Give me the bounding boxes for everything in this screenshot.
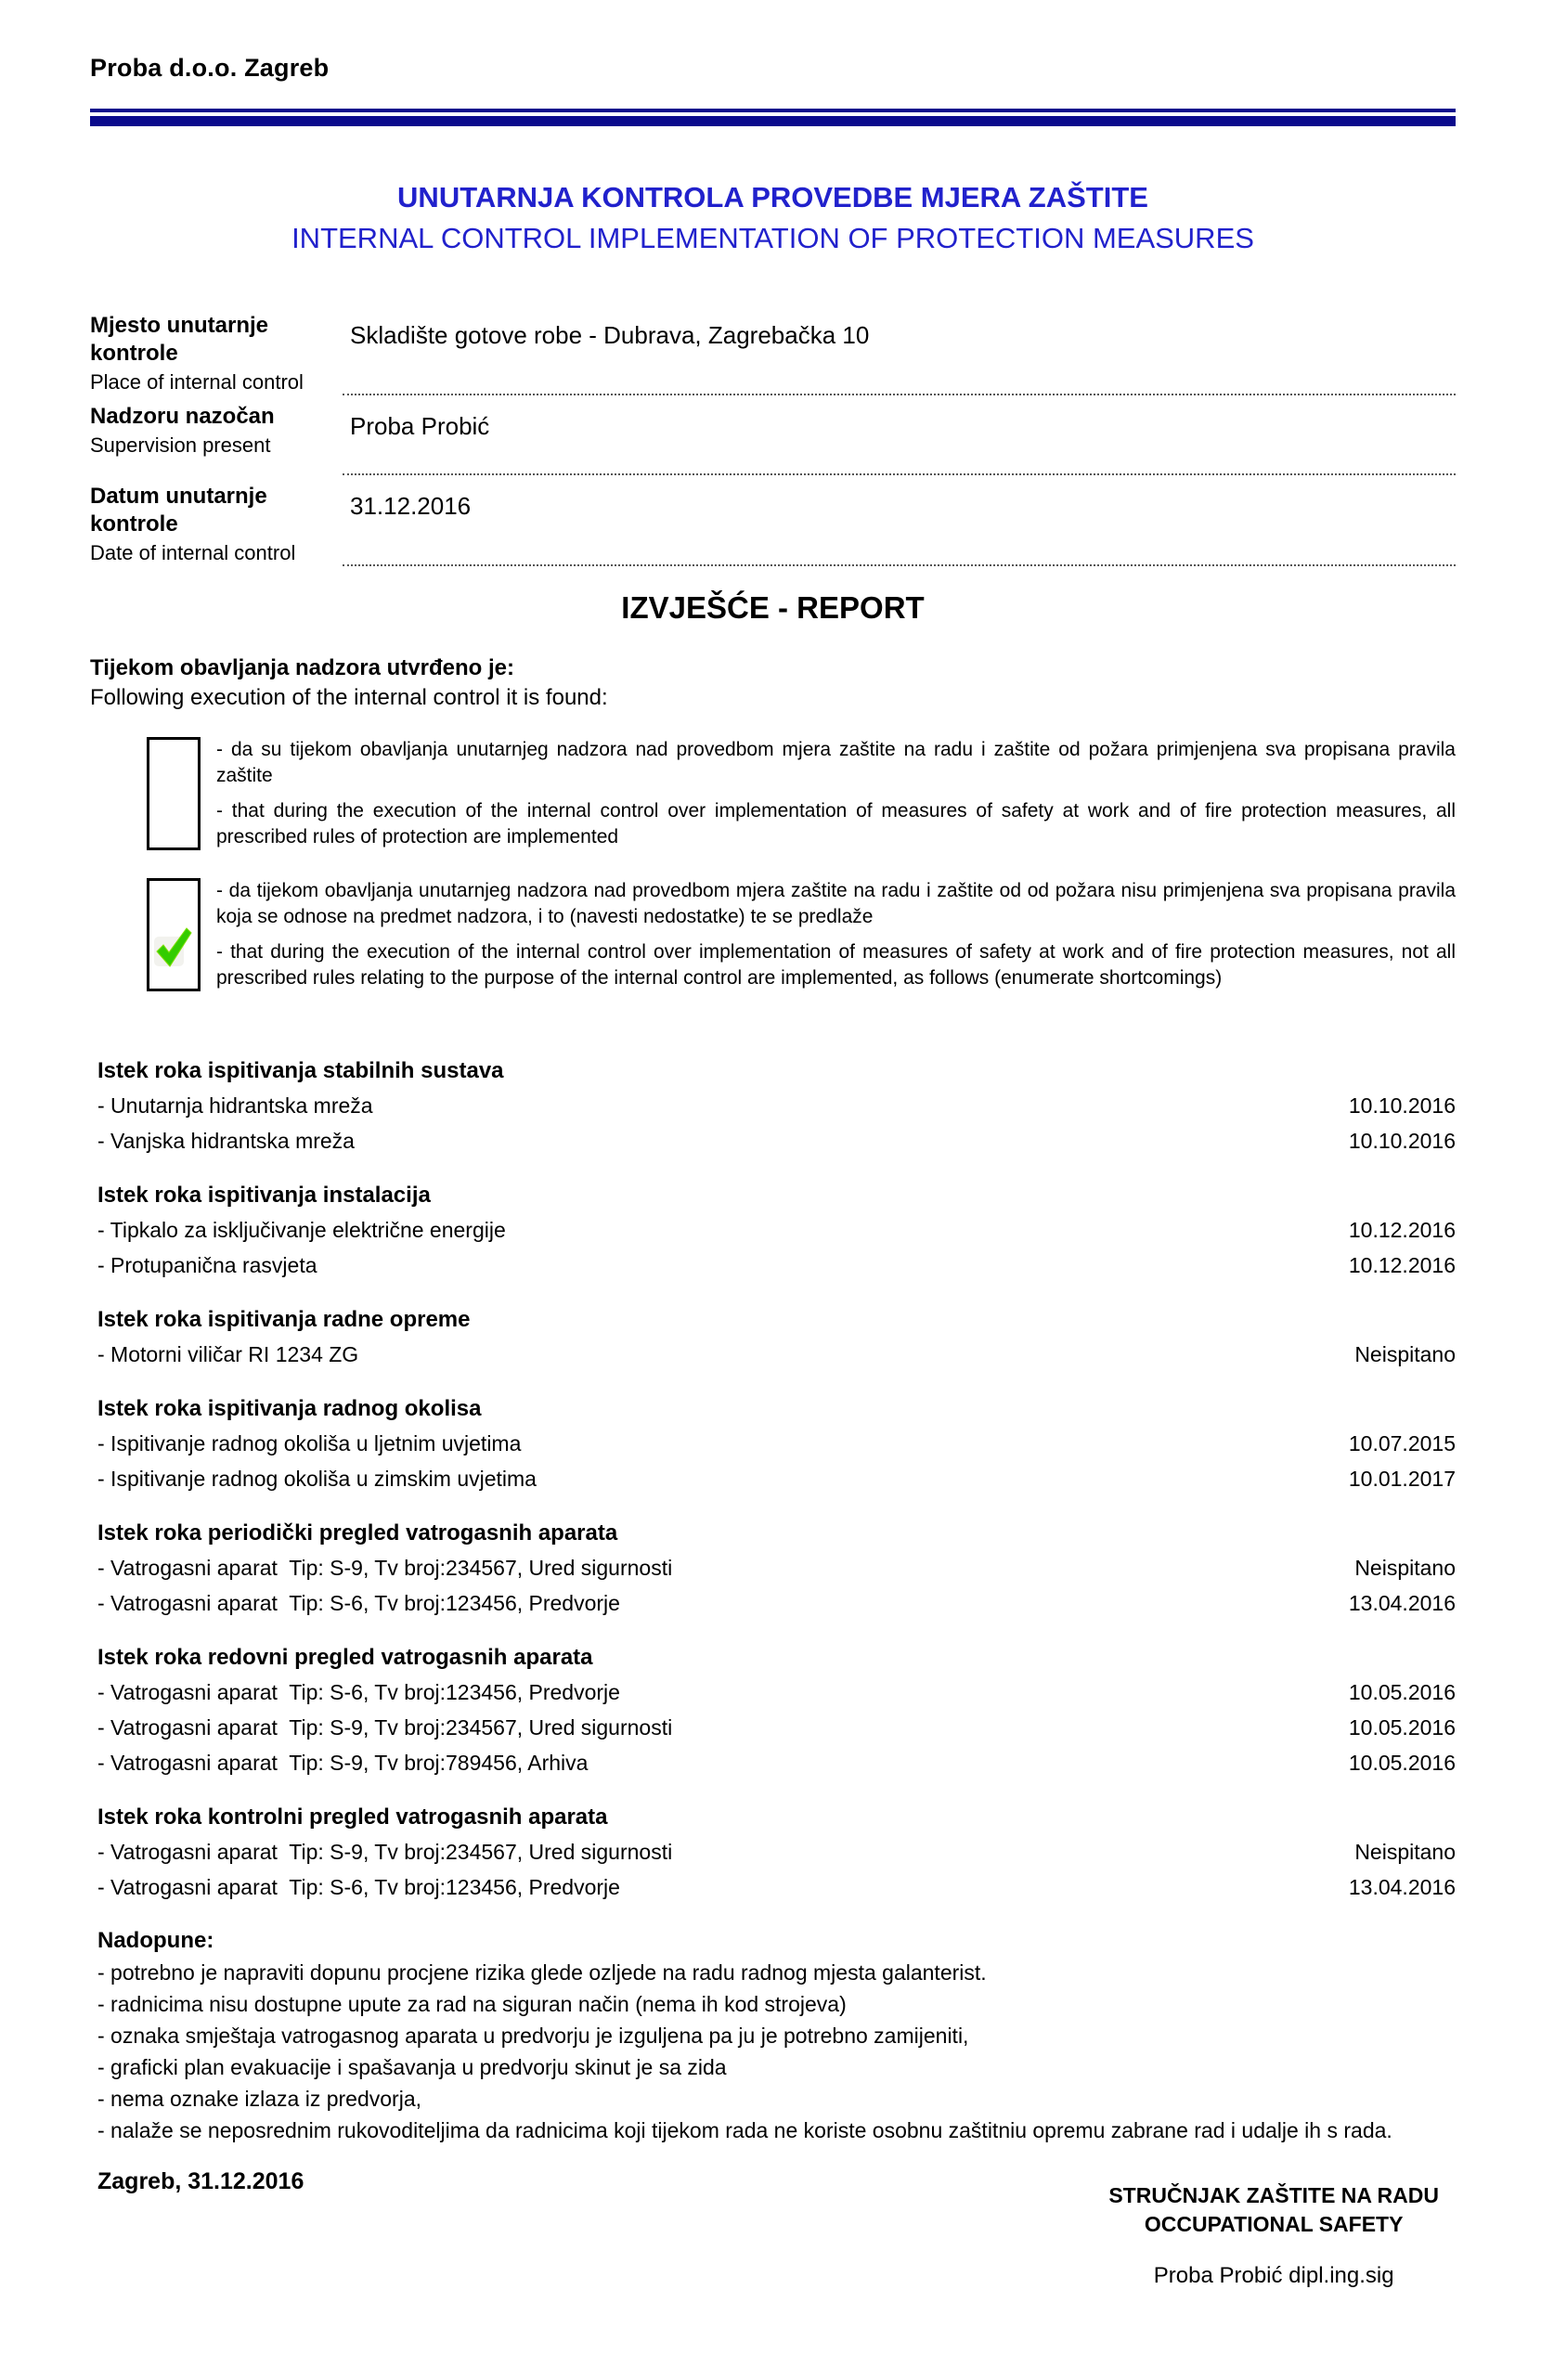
report-option-shortcomings-found bbox=[90, 878, 1456, 991]
footer bbox=[90, 2168, 1456, 2289]
form-field-supervision bbox=[90, 397, 1456, 475]
inspection-item bbox=[97, 1461, 1456, 1496]
item-date: Neispitano bbox=[1354, 1556, 1456, 1580]
inspection-item bbox=[97, 1585, 1456, 1621]
section-title: Istek roka ispitivanja instalacija bbox=[97, 1183, 431, 1208]
note-item: - graficki plan evakuacije i spašavanja u predvorju skinut je sa zida bbox=[97, 2055, 727, 2079]
company-name: Proba d.o.o. Zagreb bbox=[90, 54, 330, 82]
item-date: 13.04.2016 bbox=[1348, 1591, 1456, 1615]
report-intro bbox=[90, 653, 1456, 713]
item-name: - Vatrogasni aparat Tip: S-9, Tv broj:789456, Arhiva bbox=[97, 1751, 589, 1775]
inspection-item bbox=[97, 1550, 1456, 1585]
signer-name: Proba Probić dipl.ing.sig bbox=[1153, 2263, 1394, 2288]
section-instalacije bbox=[97, 1179, 1456, 1283]
section-radna-oprema bbox=[97, 1303, 1456, 1372]
inspection-item bbox=[97, 1426, 1456, 1461]
section-radni-okolis bbox=[97, 1392, 1456, 1496]
report-heading: IZVJEŠĆE - REPORT bbox=[621, 590, 925, 625]
item-date: 10.05.2016 bbox=[1348, 1680, 1456, 1704]
form-field-place bbox=[90, 306, 1456, 395]
item-name: - Ispitivanje radnog okoliša u zimskim uvjetima bbox=[97, 1467, 537, 1491]
report-intro-hr: Tijekom obavljanja nadzora utvrđeno je: bbox=[90, 655, 514, 680]
notes-section bbox=[90, 1925, 1456, 2146]
field-value-date: 31.12.2016 bbox=[343, 477, 1456, 566]
signature-block bbox=[1108, 2168, 1439, 2289]
section-title: Istek roka ispitivanja radnog okolisa bbox=[97, 1396, 482, 1421]
checkbox-checked bbox=[147, 878, 201, 991]
control-info-form bbox=[90, 306, 1456, 566]
header-rule-thick bbox=[90, 116, 1456, 126]
item-date: Neispitano bbox=[1354, 1840, 1456, 1864]
item-date: 10.07.2015 bbox=[1348, 1431, 1456, 1455]
item-date: 10.05.2016 bbox=[1348, 1751, 1456, 1775]
option-text-en: - that during the execution of the internal control over implementation of measures of safety at work and of fire protection measures, all prescribed rules of protection are implemented bbox=[216, 800, 1456, 847]
note-item: - potrebno je napraviti dopunu procjene rizika glede ozljede na radu radnog mjesta galanterist. bbox=[97, 1960, 987, 1985]
note-item: - oznaka smještaja vatrogasnog aparata u predvorju je izguljena pa ju je potrebno zamijeniti, bbox=[97, 2024, 969, 2048]
item-name: - Ispitivanje radnog okoliša u ljetnim uvjetima bbox=[97, 1431, 522, 1455]
item-date: 10.10.2016 bbox=[1348, 1093, 1456, 1118]
item-name: - Vatrogasni aparat Tip: S-9, Tv broj:234567, Ured sigurnosti bbox=[97, 1556, 673, 1580]
item-name: - Unutarnja hidrantska mreža bbox=[97, 1093, 373, 1118]
inspection-item bbox=[97, 1834, 1456, 1869]
signer-title-hr: STRUČNJAK ZAŠTITE NA RADU bbox=[1108, 2183, 1439, 2207]
inspection-item bbox=[97, 1869, 1456, 1905]
inspection-item bbox=[97, 1088, 1456, 1123]
section-title: Istek roka kontrolni pregled vatrogasnih aparata bbox=[97, 1804, 608, 1830]
field-label-hr: Datum unutarnje kontrole bbox=[90, 484, 267, 537]
item-name: - Protupanična rasvjeta bbox=[97, 1253, 317, 1277]
field-label-hr: Nadzoru nazočan bbox=[90, 404, 275, 429]
report-intro-en: Following execution of the internal control it is found: bbox=[90, 685, 608, 710]
report-option-all-rules-implemented bbox=[90, 737, 1456, 850]
form-field-date bbox=[90, 477, 1456, 566]
option-text-hr: - da su tijekom obavljanja unutarnjeg nadzora nad provedbom mjera zaštite na radu i zaštite od požara primjenjena sva propisana pravila zaštite bbox=[216, 739, 1456, 786]
item-name: - Vatrogasni aparat Tip: S-9, Tv broj:234567, Ured sigurnosti bbox=[97, 1715, 673, 1740]
notes-title: Nadopune: bbox=[97, 1928, 214, 1953]
item-name: - Vatrogasni aparat Tip: S-9, Tv broj:234567, Ured sigurnosti bbox=[97, 1840, 673, 1864]
item-name: - Motorni viličar RI 1234 ZG bbox=[97, 1342, 359, 1366]
inspection-item bbox=[97, 1248, 1456, 1283]
section-kontrolni-pregled bbox=[97, 1801, 1456, 1905]
note-item: - radnicima nisu dostupne upute za rad na siguran način (nema ih kod strojeva) bbox=[97, 1992, 847, 2016]
checkmark-icon bbox=[153, 925, 194, 968]
item-name: - Tipkalo za isključivanje električne energije bbox=[97, 1218, 506, 1242]
inspection-item bbox=[97, 1745, 1456, 1780]
inspection-item bbox=[97, 1675, 1456, 1710]
inspection-item bbox=[97, 1123, 1456, 1158]
section-title: Istek roka redovni pregled vatrogasnih aparata bbox=[97, 1645, 593, 1670]
item-date: 13.04.2016 bbox=[1348, 1875, 1456, 1899]
field-label-hr: Mjesto unutarnje kontrole bbox=[90, 313, 269, 366]
inspection-item bbox=[97, 1212, 1456, 1248]
item-date: 10.12.2016 bbox=[1348, 1253, 1456, 1277]
inspection-item bbox=[97, 1337, 1456, 1372]
header-rule-thin bbox=[90, 109, 1456, 112]
item-date: 10.05.2016 bbox=[1348, 1715, 1456, 1740]
option-text-hr: - da tijekom obavljanja unutarnjeg nadzora nad provedbom mjera zaštite na radu i zaštite od od požara nisu primjenjena sva propisana pravila koja se odnose na predmet nadzora, i to (navesti nedostatke) te se predlaže bbox=[216, 880, 1456, 927]
field-label-en: Date of internal control bbox=[90, 541, 296, 564]
section-title: Istek roka ispitivanja stabilnih sustava bbox=[97, 1058, 504, 1083]
section-periodicki-pregled bbox=[97, 1517, 1456, 1621]
note-item: - nema oznake izlaza iz predvorja, bbox=[97, 2087, 421, 2111]
section-title: Istek roka ispitivanja radne opreme bbox=[97, 1307, 471, 1332]
place-and-date: Zagreb, 31.12.2016 bbox=[97, 2168, 304, 2194]
checkbox-unchecked bbox=[147, 737, 201, 850]
item-date: Neispitano bbox=[1354, 1342, 1456, 1366]
section-stabilni-sustavi bbox=[97, 1054, 1456, 1158]
item-name: - Vanjska hidrantska mreža bbox=[97, 1129, 355, 1153]
item-date: 10.12.2016 bbox=[1348, 1218, 1456, 1242]
field-label-en: Place of internal control bbox=[90, 370, 304, 394]
inspection-item bbox=[97, 1710, 1456, 1745]
section-redovni-pregled bbox=[97, 1641, 1456, 1780]
item-name: - Vatrogasni aparat Tip: S-6, Tv broj:123456, Predvorje bbox=[97, 1680, 620, 1704]
document-title-en: INTERNAL CONTROL IMPLEMENTATION OF PROTECTION MEASURES bbox=[291, 222, 1254, 254]
document-title-hr: UNUTARNJA KONTROLA PROVEDBE MJERA ZAŠTITE bbox=[397, 181, 1148, 213]
field-value-supervision: Proba Probić bbox=[343, 397, 1456, 475]
field-label-en: Supervision present bbox=[90, 433, 271, 457]
section-title: Istek roka periodički pregled vatrogasnih aparata bbox=[97, 1520, 618, 1546]
item-date: 10.01.2017 bbox=[1348, 1467, 1456, 1491]
option-text-en: - that during the execution of the internal control over implementation of measures of safety at work and of fire protection measures, not all prescribed rules relating to the purpose of the internal control are implemented, as follows (enumerate shortcomings) bbox=[216, 941, 1456, 989]
signer-title-en: OCCUPATIONAL SAFETY bbox=[1144, 2212, 1404, 2236]
inspection-sections bbox=[90, 1054, 1456, 1905]
note-item: - nalaže se neposrednim rukovoditeljima da radnicima koji tijekom rada ne koriste osobnu zaštitniu opremu zabrane rad i udalje ih s rada. bbox=[97, 2118, 1392, 2142]
item-name: - Vatrogasni aparat Tip: S-6, Tv broj:123456, Predvorje bbox=[97, 1875, 620, 1899]
item-name: - Vatrogasni aparat Tip: S-6, Tv broj:123456, Predvorje bbox=[97, 1591, 620, 1615]
item-date: 10.10.2016 bbox=[1348, 1129, 1456, 1153]
field-value-place: Skladište gotove robe - Dubrava, Zagrebačka 10 bbox=[343, 306, 1456, 395]
